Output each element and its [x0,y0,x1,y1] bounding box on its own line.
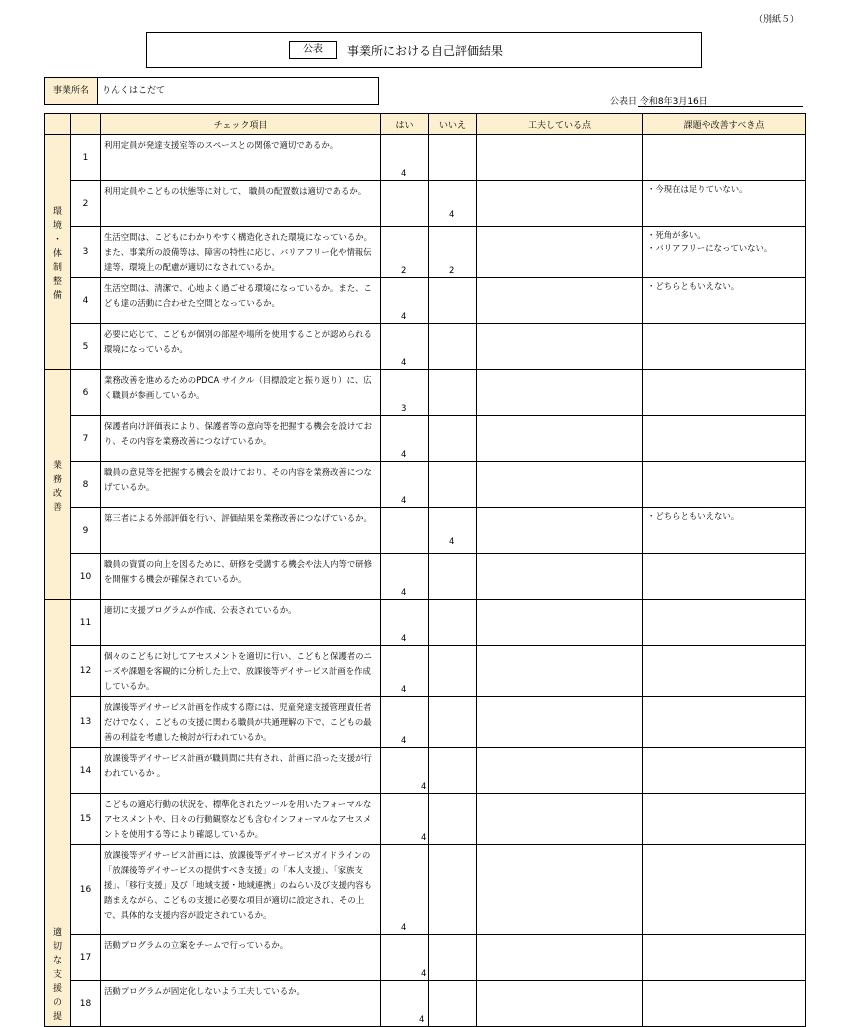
item-number: 4 [71,278,101,324]
check-item-text: 職員の意見等を把握する機会を設けており、その内容を業務改善につなげているか。 [101,462,381,508]
table-row [45,748,806,794]
yes-count [381,181,429,227]
devised-points [477,324,643,370]
appendix-label: （別紙５） [753,15,799,25]
issues-to-improve [643,416,806,462]
issues-to-improve [643,600,806,646]
issues-to-improve [643,370,806,416]
check-item-text: 放課後等デイサービス計画には、放課後等デイサービスガイドラインの「放課後等デイサービスの提供すべき支援」の「本人支援」、「家族支援」、「移行支援」及び「地域支援・地域連携」のねらい及び支援内容も踏まえながら、こどもの支援に必要な項目が適切に設定され、その上で、具体的な支援内容が設定されているか。 [101,845,381,935]
item-number: 16 [71,845,101,935]
no-count [429,646,477,697]
table-row [45,324,806,370]
header-issues: 課題や改善すべき点 [643,114,806,135]
devised-points [477,794,643,845]
office-name-value: りんくはこだて [97,77,379,105]
issues-to-improve [643,554,806,600]
no-count-value: 2 [449,266,455,276]
table-row [45,370,806,416]
check-item-text: 利用定員やこどもの状態等に対して、 職員の配置数は適切であるか。 [101,181,381,227]
yes-count-value: 4 [401,634,407,644]
devised-points [477,135,643,181]
issues-to-improve [643,748,806,794]
header-category [45,114,71,135]
item-number: 3 [71,227,101,278]
table-row [45,794,806,845]
table-row [45,181,806,227]
devised-points [477,554,643,600]
no-count [429,462,477,508]
no-count [429,508,477,554]
no-count [429,324,477,370]
office-name-label: 事業所名 [44,77,98,105]
issues-to-improve [643,324,806,370]
check-item-text: 第三者による外部評価を行い、評価結果を業務改善につなげているか。 [101,508,381,554]
check-item-text: こどもの適応行動の状況を、標準化されたツールを用いたフォーマルなアセスメントや、日々の行動観察なども含むインフォーマルなアセスメントを使用する等により確認しているか。 [101,794,381,845]
table-row [45,416,806,462]
item-number: 17 [71,935,101,981]
yes-count [381,227,429,278]
issues-to-improve [643,935,806,981]
table-header-row [45,114,806,135]
issues-to-improve [643,697,806,748]
yes-count-value: 4 [401,312,407,322]
yes-count [381,554,429,600]
issues-to-improve [643,794,806,845]
yes-count-value: 4 [401,685,407,695]
header-devised-points: 工夫している点 [477,114,643,135]
devised-points [477,181,643,227]
no-count [429,981,477,1027]
category-environment: 環 境 ・ 体 制 整 備 [45,135,71,370]
check-item-text: 放課後等デイサービス計画が職員間に共有され、計画に沿った支援が行われているか 。 [101,748,381,794]
no-count [429,935,477,981]
check-item-text: 保護者向け評価表により、保護者等の意向等を把握する機会を設けており、その内容を業務改善につなげているか。 [101,416,381,462]
item-number: 12 [71,646,101,697]
table-row [45,981,806,1027]
item-number: 13 [71,697,101,748]
yes-count [381,324,429,370]
devised-points [477,600,643,646]
yes-count [381,935,429,981]
no-count [429,845,477,935]
issues-to-improve: ・どちらともいえない。 [643,278,806,324]
yes-count [381,135,429,181]
no-count-value: 4 [449,210,455,220]
table-row [45,508,806,554]
check-item-text: 個々のこどもに対してアセスメントを適切に行い、こどもと保護者のニーズや課題を客観的に分析した上で、放課後等デイサービス計画を作成しているか。 [101,646,381,697]
devised-points [477,227,643,278]
devised-points [477,416,643,462]
item-number: 2 [71,181,101,227]
self-evaluation-table [44,113,806,1027]
yes-count-value: 3 [401,404,407,414]
item-number: 8 [71,462,101,508]
yes-count-value: 4 [401,496,407,506]
no-count [429,748,477,794]
table-row [45,935,806,981]
yes-count [381,697,429,748]
check-item-text: 生活空間は、清潔で、心地よく過ごせる環境になっているか。また、こども達の活動に合わせた空間となっているか。 [101,278,381,324]
publication-date: 公表日 令和8年3月16日 [610,97,708,107]
item-number: 10 [71,554,101,600]
devised-points [477,697,643,748]
devised-points [477,845,643,935]
yes-count [381,981,429,1027]
devised-points [477,935,643,981]
item-number: 14 [71,748,101,794]
yes-count [381,748,429,794]
no-count [429,416,477,462]
issues-to-improve [643,646,806,697]
publication-date-underline [638,106,803,107]
yes-count-value: 4 [421,833,427,843]
table-row [45,227,806,278]
table-row [45,462,806,508]
yes-count [381,370,429,416]
devised-points [477,646,643,697]
yes-count [381,794,429,845]
table-row [45,845,806,935]
item-number: 6 [71,370,101,416]
header-check-item: チェック項目 [101,114,381,135]
category-appropriate-support: 適 切 な 支 援 の 提 [45,600,71,1027]
check-item-text: 活動プログラムが固定化しないよう工夫しているか。 [101,981,381,1027]
check-item-text: 放課後等デイサービス計画を作成する際には、児童発達支援管理責任者だけでなく、こどもの支援に関わる職員が共通理解の下で、こどもの最善の利益を考慮した検討が行われているか。 [101,697,381,748]
item-number: 7 [71,416,101,462]
yes-count-value: 4 [401,736,407,746]
devised-points [477,508,643,554]
devised-points [477,981,643,1027]
issues-to-improve [643,135,806,181]
issues-to-improve: ・死角が多い。 ・バリアフリーになっていない。 [643,227,806,278]
issues-to-improve [643,845,806,935]
yes-count [381,416,429,462]
yes-count-value: 2 [401,266,407,276]
devised-points [477,278,643,324]
yes-count-value: 4 [401,588,407,598]
yes-count [381,462,429,508]
item-number: 18 [71,981,101,1027]
table-row [45,278,806,324]
header-number [71,114,101,135]
yes-count [381,278,429,324]
issues-to-improve [643,462,806,508]
no-count [429,135,477,181]
item-number: 5 [71,324,101,370]
item-number: 15 [71,794,101,845]
check-item-text: 活動プログラムの立案をチームで行っているか。 [101,935,381,981]
yes-count-value: 4 [419,1015,425,1025]
devised-points [477,462,643,508]
no-count [429,278,477,324]
item-number: 1 [71,135,101,181]
table-row [45,697,806,748]
yes-count-value: 4 [401,358,407,368]
devised-points [477,370,643,416]
no-count [429,227,477,278]
yes-count-value: 4 [421,969,427,979]
check-item-text: 業務改善を進めるためのPDCA サイクル（目標設定と振り返り）に、広く職員が参画しているか。 [101,370,381,416]
no-count [429,181,477,227]
publication-badge: 公表 [289,41,337,59]
yes-count [381,646,429,697]
check-item-text: 職員の資質の向上を図るために、研修を受講する機会や法人内等で研修を開催する機会が確保されているか。 [101,554,381,600]
check-item-text: 生活空間は、こどもにわかりやすく構造化された環境になっているか。また、事業所の設備等は、障害の特性に応じ、バリアフリー化や情報伝達等、環境上の配慮が適切になされているか。 [101,227,381,278]
no-count [429,554,477,600]
devised-points [477,748,643,794]
header-no: いいえ [429,114,477,135]
yes-count-value: 4 [401,169,407,179]
issues-to-improve [643,981,806,1027]
check-item-text: 必要に応じて、こどもが個別の部屋や場所を使用することが認められる環境になっているか。 [101,324,381,370]
no-count [429,600,477,646]
no-count [429,794,477,845]
table-row [45,554,806,600]
yes-count-value: 4 [401,450,407,460]
no-count-value: 4 [449,537,455,547]
header-yes: はい [381,114,429,135]
document-title: 事業所における自己評価結果 [347,44,504,58]
check-item-text: 適切に支援プログラムが作成、公表されているか。 [101,600,381,646]
yes-count [381,845,429,935]
item-number: 11 [71,600,101,646]
no-count [429,697,477,748]
issues-to-improve: ・どちらともいえない。 [643,508,806,554]
issues-to-improve: ・今現在は足りていない。 [643,181,806,227]
table-row [45,646,806,697]
table-row [45,600,806,646]
check-item-text: 利用定員が発達支援室等のスペースとの関係で適切であるか。 [101,135,381,181]
table-row [45,135,806,181]
title-box [146,32,702,68]
item-number: 9 [71,508,101,554]
category-business-improvement: 業 務 改 善 [45,370,71,600]
yes-count-value: 4 [401,923,407,933]
yes-count [381,600,429,646]
yes-count [381,508,429,554]
yes-count-value: 4 [421,782,427,792]
no-count [429,370,477,416]
